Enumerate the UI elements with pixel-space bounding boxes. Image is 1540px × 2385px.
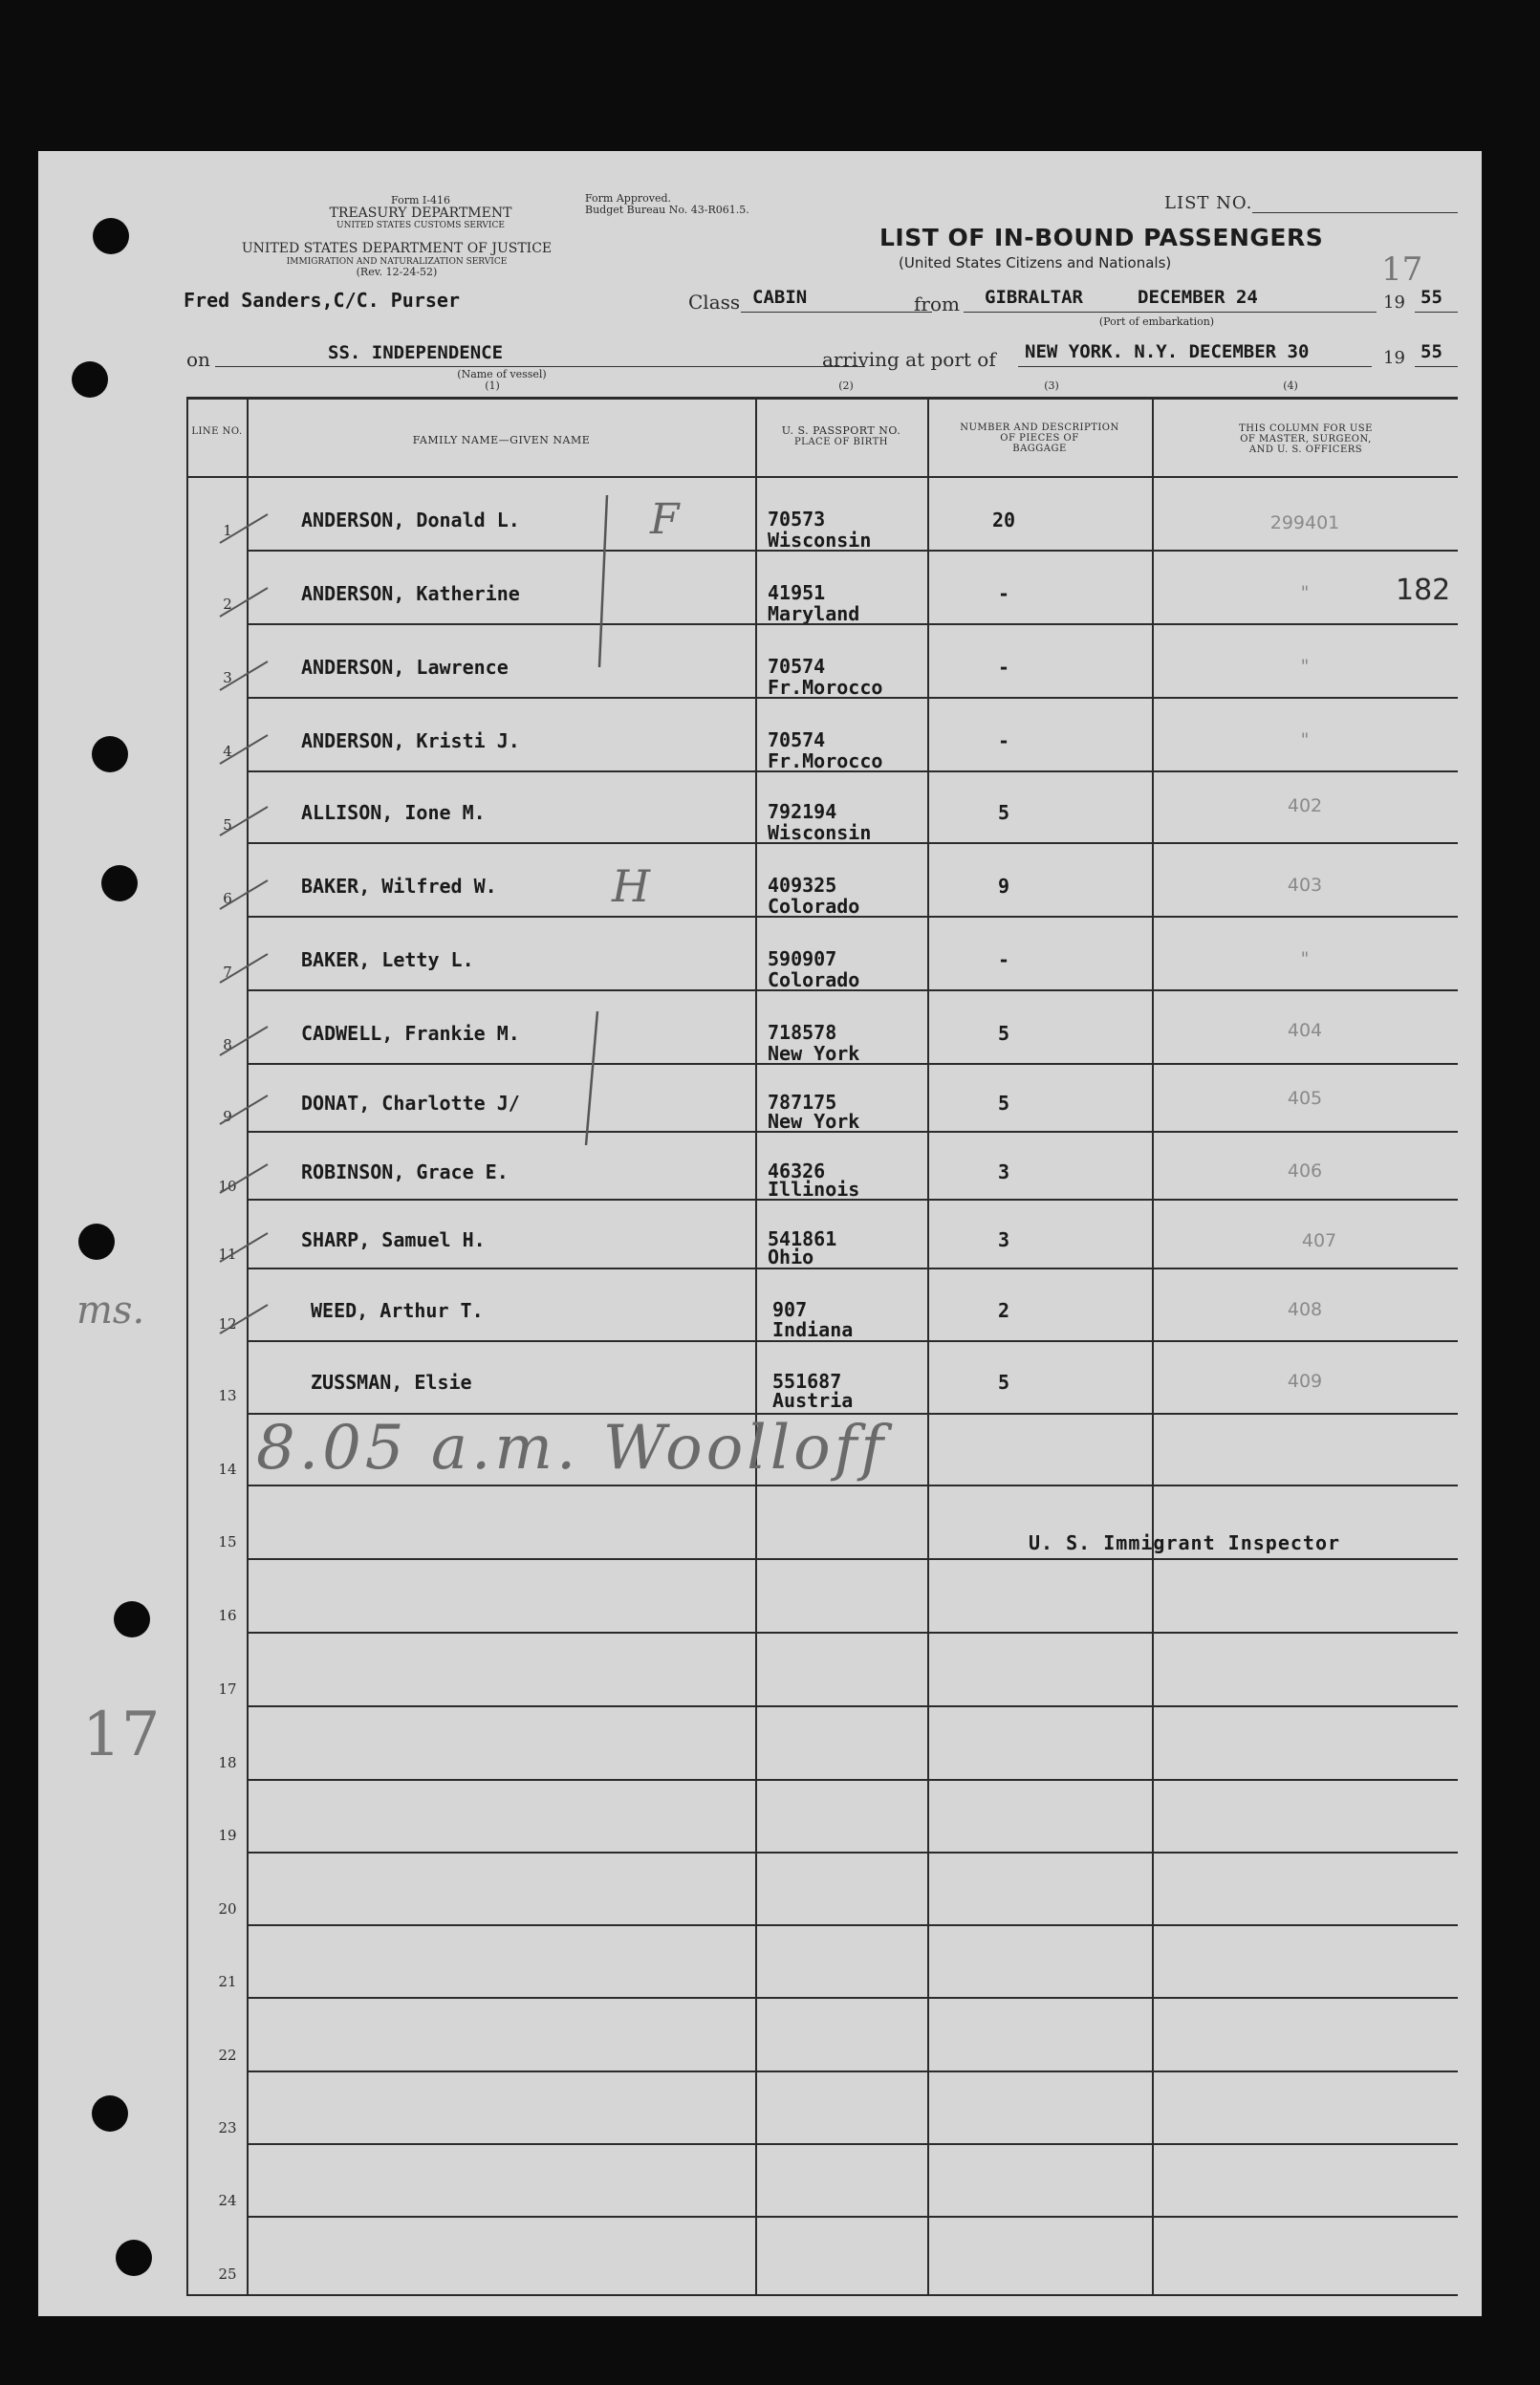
- margin-ms-note: ms.: [76, 1289, 145, 1333]
- arrival-line: [1018, 366, 1372, 367]
- passenger-name: ANDERSON, Katherine: [301, 582, 520, 605]
- line-number: 6: [223, 890, 232, 907]
- line-number: 22: [218, 2047, 237, 2064]
- place-of-birth: Colorado: [768, 968, 860, 991]
- inspector-signature: 8.05 a.m. Woolloff: [256, 1413, 888, 1484]
- from-date: DECEMBER 24: [1138, 287, 1258, 308]
- on-label: on: [186, 348, 210, 371]
- col-header-officers-1: THIS COLUMN FOR USE: [1239, 423, 1373, 434]
- vessel-line: [215, 366, 865, 367]
- handwritten-f: F: [650, 495, 680, 544]
- baggage-count: 5: [997, 1022, 1010, 1045]
- line-number: 21: [218, 1973, 237, 1990]
- from-year: 55: [1421, 287, 1442, 308]
- line-number: 8: [223, 1036, 232, 1053]
- officer-note: 403: [1287, 875, 1323, 896]
- line-number: 9: [223, 1108, 232, 1125]
- place-of-birth: Colorado: [768, 895, 860, 918]
- passenger-name: BAKER, Letty L.: [301, 948, 474, 971]
- baggage-divider: [1152, 397, 1154, 2294]
- line-number: 5: [223, 816, 232, 834]
- list-no-line: [1252, 212, 1458, 213]
- row-line: [247, 1779, 1458, 1781]
- col-header-baggage-1: NUMBER AND DESCRIPTION: [960, 423, 1119, 433]
- baggage-count: 5: [997, 1371, 1010, 1394]
- row-line: [247, 842, 1458, 844]
- table-top-border: [186, 397, 1458, 400]
- place-of-birth: New York: [768, 1042, 860, 1065]
- place-of-birth: Maryland: [768, 602, 860, 625]
- from-year-line: [1415, 312, 1458, 313]
- place-of-birth: Wisconsin: [768, 821, 872, 844]
- table-left-border: [186, 397, 188, 2294]
- place-of-birth: New York: [768, 1110, 860, 1133]
- port-embark-caption: (Port of embarkation): [1098, 315, 1215, 328]
- row-line: [247, 2143, 1458, 2145]
- row-line: [247, 1268, 1458, 1269]
- line-number: 3: [223, 669, 232, 686]
- line-number: 10: [218, 1178, 237, 1195]
- baggage-count: -: [997, 948, 1010, 971]
- line-number: 15: [218, 1533, 237, 1550]
- officer-note: 405: [1287, 1088, 1323, 1109]
- justice-dept: UNITED STATES DEPARTMENT OF JUSTICE: [241, 241, 553, 256]
- col-num-1: (1): [485, 379, 500, 392]
- baggage-count: -: [997, 729, 1010, 752]
- page-number: 17: [1381, 250, 1423, 289]
- place-of-birth: Indiana: [772, 1318, 854, 1341]
- col-num-3: (3): [1044, 379, 1059, 392]
- class-value: CABIN: [752, 287, 808, 308]
- passenger-name: ZUSSMAN, Elsie: [311, 1371, 472, 1394]
- officer-note: ": [1300, 656, 1310, 677]
- place-of-birth: Austria: [772, 1389, 854, 1412]
- passport-number: 41951: [768, 581, 826, 604]
- arrival-year: 55: [1421, 341, 1442, 362]
- binder-hole: [116, 2240, 152, 2276]
- row-line: [247, 1199, 1458, 1201]
- customs-service: UNITED STATES CUSTOMS SERVICE: [336, 221, 505, 230]
- officer-note: ": [1300, 948, 1310, 969]
- line-number: 17: [218, 1680, 237, 1698]
- baggage-count: 20: [991, 509, 1016, 531]
- binder-hole: [92, 2095, 128, 2132]
- class-label: Class: [688, 291, 741, 314]
- place-of-birth: Fr.Morocco: [768, 676, 883, 699]
- passenger-name: SHARP, Samuel H.: [301, 1228, 486, 1251]
- line-number: 18: [218, 1754, 237, 1771]
- passenger-name: DONAT, Charlotte J/: [301, 1092, 520, 1115]
- line-number: 20: [218, 1900, 237, 1918]
- treasury-dept: TREASURY DEPARTMENT: [329, 206, 512, 221]
- baggage-count: -: [997, 656, 1010, 679]
- line-number: 19: [218, 1827, 237, 1844]
- line-number: 16: [218, 1607, 237, 1624]
- passenger-name: ANDERSON, Kristi J.: [301, 729, 520, 752]
- line-number: 2: [223, 596, 232, 613]
- from-port: GIBRALTAR: [985, 287, 1083, 308]
- document-page: [38, 151, 1482, 2316]
- passport-number: 541861: [768, 1227, 837, 1250]
- row-line: [247, 550, 1458, 552]
- binder-hole: [92, 736, 128, 772]
- passenger-name: ROBINSON, Grace E.: [301, 1160, 509, 1183]
- passenger-name: ANDERSON, Lawrence: [301, 656, 509, 679]
- revision: (Rev. 12-24-52): [356, 266, 438, 278]
- officer-note: 402: [1287, 795, 1323, 816]
- row-line: [247, 2216, 1458, 2218]
- officer-note: 404: [1287, 1020, 1323, 1041]
- passenger-name: ALLISON, Ione M.: [301, 801, 486, 824]
- row-line: [247, 1997, 1458, 1999]
- baggage-count: 2: [997, 1299, 1010, 1322]
- budget-bureau: Budget Bureau No. 43-R061.5.: [585, 204, 749, 216]
- binder-hole: [93, 218, 129, 254]
- officer-note: ": [1300, 582, 1310, 603]
- baggage-count: 3: [997, 1160, 1010, 1183]
- officer-note: 409: [1287, 1371, 1323, 1392]
- officer-note: 408: [1287, 1299, 1323, 1320]
- line-number: 7: [223, 964, 232, 981]
- name-divider: [755, 397, 757, 2294]
- line-number: 1: [223, 522, 232, 539]
- inspector-title: U. S. Immigrant Inspector: [1029, 1531, 1341, 1554]
- arrival-year-line: [1415, 366, 1458, 367]
- place-of-birth: Illinois: [768, 1178, 860, 1201]
- list-no-label: LIST NO.: [1164, 193, 1253, 213]
- row-line: [247, 623, 1458, 625]
- row-line: [247, 2071, 1458, 2072]
- col-num-2: (2): [838, 379, 854, 392]
- from-label: from: [914, 293, 960, 315]
- vessel-caption: (Name of vessel): [457, 368, 547, 380]
- officer-note: 299401: [1269, 512, 1340, 533]
- row-line: [247, 697, 1458, 699]
- row-line: [247, 989, 1458, 991]
- passport-number: 70574: [768, 655, 826, 678]
- line-number: 11: [218, 1246, 237, 1263]
- header-row-line: [186, 476, 1458, 478]
- col-header-baggage-3: BAGGAGE: [1012, 444, 1067, 454]
- col-header-passport: U. S. PASSPORT NO.: [781, 424, 901, 437]
- vessel-name: SS. INDEPENDENCE: [328, 342, 504, 363]
- row-line: [247, 1131, 1458, 1133]
- page-subtitle: (United States Citizens and Nationals): [899, 254, 1172, 271]
- checkmarks: [210, 486, 354, 1442]
- baggage-count: 9: [997, 875, 1010, 898]
- form-number: Form I-416: [391, 194, 450, 206]
- baggage-count: 5: [997, 801, 1010, 824]
- margin-17-note: 17: [82, 1700, 161, 1770]
- passport-divider: [927, 397, 929, 2294]
- row-line: [247, 1485, 1458, 1486]
- row-line: [247, 770, 1458, 772]
- col-header-birth: PLACE OF BIRTH: [793, 437, 889, 447]
- passport-number: 718578: [768, 1021, 837, 1044]
- passport-number: 590907: [768, 947, 837, 970]
- place-of-birth: Wisconsin: [768, 529, 872, 552]
- binder-hole: [114, 1601, 150, 1637]
- row-line: [247, 1340, 1458, 1342]
- from-year-prefix: 19: [1383, 293, 1405, 313]
- baggage-count: -: [997, 582, 1010, 605]
- line-number: 14: [218, 1461, 237, 1478]
- binder-hole: [72, 361, 108, 398]
- line-number: 23: [218, 2119, 237, 2136]
- officer-note: ": [1300, 729, 1310, 750]
- passenger-name: CADWELL, Frankie M.: [301, 1022, 520, 1045]
- line-number: 4: [223, 743, 232, 760]
- binder-hole: [101, 865, 138, 901]
- form-approved: Form Approved.: [585, 192, 672, 205]
- place-of-birth: Fr.Morocco: [768, 749, 883, 772]
- row-line: [247, 1558, 1458, 1560]
- arrival-year-prefix: 19: [1383, 348, 1405, 368]
- line-number: 25: [218, 2266, 237, 2283]
- passport-number: 907: [772, 1298, 808, 1321]
- row-line: [247, 1063, 1458, 1065]
- passenger-name: BAKER, Wilfred W.: [301, 875, 497, 898]
- passport-number: 46326: [768, 1160, 826, 1182]
- binder-hole: [78, 1224, 115, 1260]
- passport-number: 70573: [768, 508, 826, 531]
- passport-number: 792194: [768, 800, 837, 823]
- line-number: 24: [218, 2192, 237, 2209]
- page-title: LIST OF IN-BOUND PASSENGERS: [879, 224, 1324, 251]
- pencil-bracket: [578, 476, 617, 1164]
- immigration-service: IMMIGRATION AND NATURALIZATION SERVICE: [286, 257, 508, 267]
- passport-number: 787175: [768, 1091, 837, 1114]
- row-line: [247, 1632, 1458, 1634]
- col-header-officers-3: AND U. S. OFFICERS: [1248, 444, 1363, 455]
- officer-note: 406: [1287, 1160, 1323, 1182]
- arrival-port: NEW YORK. N.Y. DECEMBER 30: [1025, 341, 1310, 362]
- col-header-baggage-2: OF PIECES OF: [1000, 433, 1079, 444]
- arriving-label: arriving at port of: [822, 348, 996, 371]
- place-of-birth: Ohio: [768, 1246, 814, 1268]
- col-header-officers-2: OF MASTER, SURGEON,: [1240, 434, 1372, 444]
- passenger-name: ANDERSON, Donald L.: [301, 509, 520, 531]
- baggage-count: 5: [997, 1092, 1010, 1115]
- passport-number: 70574: [768, 728, 826, 751]
- passenger-name: WEED, Arthur T.: [311, 1299, 484, 1322]
- line-number: 13: [218, 1387, 237, 1404]
- passport-number: 551687: [772, 1370, 842, 1393]
- row-line: [247, 1705, 1458, 1707]
- line-count-note: 182: [1396, 574, 1451, 607]
- handwritten-h: H: [612, 860, 651, 912]
- officer-note: 407: [1301, 1230, 1337, 1251]
- row-line: [247, 1924, 1458, 1926]
- row-line: [247, 1852, 1458, 1854]
- line-number: 12: [218, 1315, 237, 1333]
- col-header-line-no: LINE NO.: [191, 426, 243, 437]
- passport-number: 409325: [768, 874, 837, 897]
- purser: Fred Sanders,C/C. Purser: [184, 289, 460, 312]
- col-header-name: FAMILY NAME—GIVEN NAME: [412, 434, 591, 446]
- row-line: [247, 916, 1458, 918]
- from-line: [964, 312, 1377, 313]
- table-bottom-border: [186, 2294, 1458, 2296]
- class-line: [741, 312, 932, 313]
- baggage-count: 3: [997, 1228, 1010, 1251]
- col-num-4: (4): [1283, 379, 1298, 392]
